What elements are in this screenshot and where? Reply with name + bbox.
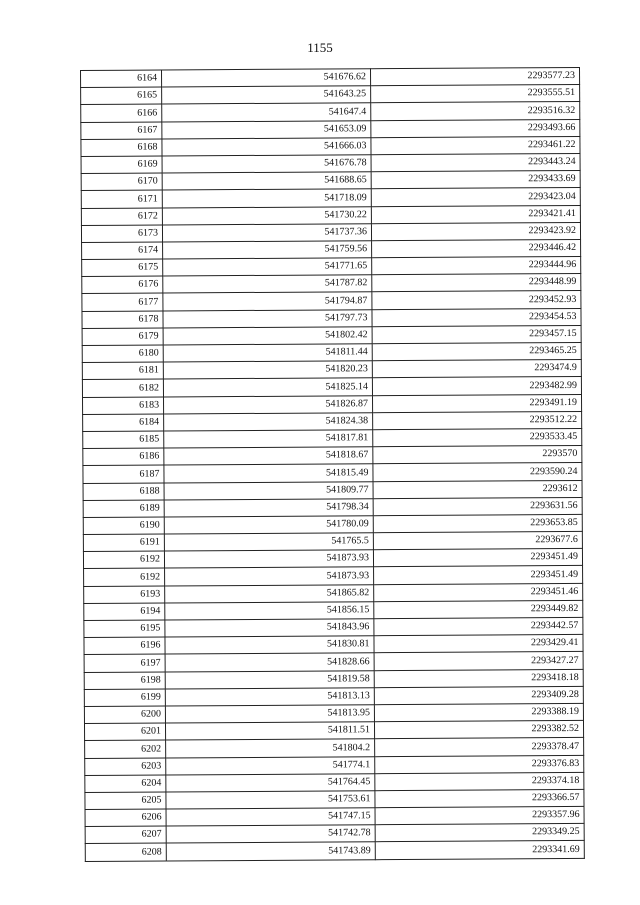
point-id-cell: 6171	[81, 190, 162, 208]
x-coordinate-cell: 541780.09	[164, 516, 373, 534]
x-coordinate-cell: 541794.87	[163, 292, 372, 310]
point-id-cell: 6193	[84, 586, 165, 604]
y-coordinate-cell: 2293448.99	[372, 274, 581, 292]
x-coordinate-cell: 541815.49	[164, 464, 373, 482]
x-coordinate-cell: 541742.78	[166, 825, 375, 843]
point-id-cell: 6177	[82, 293, 163, 311]
x-coordinate-cell: 541826.87	[163, 395, 372, 413]
point-id-cell: 6190	[83, 517, 164, 535]
x-coordinate-cell: 541809.77	[164, 481, 373, 499]
x-coordinate-cell: 541787.82	[163, 275, 372, 293]
y-coordinate-cell: 2293444.96	[372, 257, 581, 275]
x-coordinate-cell: 541653.09	[162, 120, 371, 138]
y-coordinate-cell: 2293461.22	[371, 136, 580, 154]
point-id-cell: 6182	[82, 379, 163, 397]
y-coordinate-cell: 2293418.18	[374, 669, 583, 687]
point-id-cell: 6167	[81, 122, 162, 140]
x-coordinate-cell: 541873.93	[164, 550, 373, 568]
point-id-cell: 6208	[85, 843, 166, 861]
x-coordinate-cell: 541820.23	[163, 361, 372, 379]
y-coordinate-cell: 2293374.18	[375, 772, 584, 790]
x-coordinate-cell: 541730.22	[162, 206, 371, 224]
x-coordinate-cell: 541813.95	[165, 705, 374, 723]
x-coordinate-cell: 541824.38	[164, 412, 373, 430]
point-id-cell: 6196	[84, 637, 165, 655]
y-coordinate-cell: 2293388.19	[374, 703, 583, 721]
y-coordinate-cell: 2293378.47	[375, 738, 584, 756]
point-id-cell: 6186	[83, 448, 164, 466]
point-id-cell: 6169	[81, 156, 162, 174]
y-coordinate-cell: 2293454.53	[372, 308, 581, 326]
y-coordinate-cell: 2293376.83	[375, 755, 584, 773]
point-id-cell: 6199	[84, 689, 165, 707]
x-coordinate-cell: 541676.78	[162, 155, 371, 173]
y-coordinate-cell: 2293451.49	[373, 549, 582, 567]
x-coordinate-cell: 541873.93	[165, 567, 374, 585]
x-coordinate-cell: 541753.61	[166, 791, 375, 809]
y-coordinate-cell: 2293427.27	[374, 652, 583, 670]
point-id-cell: 6180	[82, 345, 163, 363]
point-id-cell: 6191	[83, 534, 164, 552]
y-coordinate-cell: 2293590.24	[373, 463, 582, 481]
coordinates-table-body	[81, 67, 585, 861]
table-row	[85, 841, 584, 861]
y-coordinate-cell: 2293516.32	[371, 102, 580, 120]
x-coordinate-cell: 541811.51	[165, 722, 374, 740]
point-id-cell: 6189	[83, 500, 164, 518]
x-coordinate-cell: 541811.44	[163, 344, 372, 362]
x-coordinate-cell: 541759.56	[163, 241, 372, 259]
y-coordinate-cell: 2293357.96	[375, 806, 584, 824]
point-id-cell: 6179	[82, 328, 163, 346]
y-coordinate-cell: 2293570	[373, 446, 582, 464]
x-coordinate-cell: 541718.09	[162, 189, 371, 207]
point-id-cell: 6200	[84, 706, 165, 724]
point-id-cell: 6183	[82, 397, 163, 415]
y-coordinate-cell: 2293612	[373, 480, 582, 498]
y-coordinate-cell: 2293452.93	[372, 291, 581, 309]
point-id-cell: 6172	[81, 207, 162, 225]
coordinates-sheet	[80, 67, 585, 862]
point-id-cell: 6192	[84, 568, 165, 586]
point-id-cell: 6204	[85, 775, 166, 793]
x-coordinate-cell: 541825.14	[163, 378, 372, 396]
y-coordinate-cell: 2293423.04	[371, 188, 580, 206]
point-id-cell: 6178	[82, 311, 163, 329]
point-id-cell: 6188	[83, 482, 164, 500]
point-id-cell: 6181	[82, 362, 163, 380]
point-id-cell: 6184	[83, 414, 164, 432]
y-coordinate-cell: 2293446.42	[372, 239, 581, 257]
y-coordinate-cell: 2293443.24	[371, 153, 580, 171]
point-id-cell: 6205	[85, 792, 166, 810]
point-id-cell: 6197	[84, 654, 165, 672]
point-id-cell: 6165	[81, 87, 162, 105]
point-id-cell: 6192	[83, 551, 164, 569]
y-coordinate-cell: 2293451.49	[374, 566, 583, 584]
y-coordinate-cell: 2293482.99	[372, 377, 581, 395]
point-id-cell: 6175	[82, 259, 163, 277]
point-id-cell: 6164	[81, 70, 162, 88]
point-id-cell: 6185	[83, 431, 164, 449]
y-coordinate-cell: 2293631.56	[373, 497, 582, 515]
point-id-cell: 6201	[84, 723, 165, 741]
point-id-cell: 6170	[81, 173, 162, 191]
point-id-cell: 6198	[84, 672, 165, 690]
y-coordinate-cell: 2293474.9	[372, 360, 581, 378]
y-coordinate-cell: 2293442.57	[374, 617, 583, 635]
x-coordinate-cell: 541830.81	[165, 636, 374, 654]
x-coordinate-cell: 541774.1	[166, 756, 375, 774]
x-coordinate-cell: 541765.5	[164, 533, 373, 551]
x-coordinate-cell: 541676.62	[162, 69, 371, 87]
page-number: 1155	[307, 40, 333, 55]
x-coordinate-cell: 541802.42	[163, 327, 372, 345]
x-coordinate-cell: 541804.2	[166, 739, 375, 757]
point-id-cell: 6174	[82, 242, 163, 260]
y-coordinate-cell: 2293677.6	[373, 532, 582, 550]
y-coordinate-cell: 2293533.45	[373, 428, 582, 446]
point-id-cell: 6206	[85, 809, 166, 827]
x-coordinate-cell: 541737.36	[162, 223, 371, 241]
point-id-cell: 6202	[85, 740, 166, 758]
x-coordinate-cell: 541747.15	[166, 808, 375, 826]
x-coordinate-cell: 541743.89	[166, 842, 375, 860]
y-coordinate-cell: 2293653.85	[373, 514, 582, 532]
y-coordinate-cell: 2293465.25	[372, 342, 581, 360]
y-coordinate-cell: 2293366.57	[375, 789, 584, 807]
y-coordinate-cell: 2293491.19	[372, 394, 581, 412]
x-coordinate-cell: 541797.73	[163, 309, 372, 327]
point-id-cell: 6187	[83, 465, 164, 483]
y-coordinate-cell: 2293341.69	[375, 841, 584, 859]
y-coordinate-cell: 2293382.52	[374, 721, 583, 739]
point-id-cell: 6195	[84, 620, 165, 638]
x-coordinate-cell: 541798.34	[164, 498, 373, 516]
x-coordinate-cell: 541817.81	[164, 430, 373, 448]
point-id-cell: 6207	[85, 826, 166, 844]
y-coordinate-cell: 2293512.22	[373, 411, 582, 429]
x-coordinate-cell: 541771.65	[163, 258, 372, 276]
y-coordinate-cell: 2293433.69	[371, 171, 580, 189]
x-coordinate-cell: 541647.4	[162, 103, 371, 121]
y-coordinate-cell: 2293451.46	[374, 583, 583, 601]
y-coordinate-cell: 2293349.25	[375, 824, 584, 842]
point-id-cell: 6168	[81, 139, 162, 157]
point-id-cell: 6194	[84, 603, 165, 621]
y-coordinate-cell: 2293423.92	[371, 222, 580, 240]
y-coordinate-cell: 2293457.15	[372, 325, 581, 343]
x-coordinate-cell: 541813.13	[165, 687, 374, 705]
x-coordinate-cell: 541819.58	[165, 670, 374, 688]
x-coordinate-cell: 541843.96	[165, 619, 374, 637]
y-coordinate-cell: 2293555.51	[371, 85, 580, 103]
point-id-cell: 6166	[81, 104, 162, 122]
coordinates-table	[80, 67, 585, 862]
point-id-cell: 6176	[82, 276, 163, 294]
y-coordinate-cell: 2293493.66	[371, 119, 580, 137]
y-coordinate-cell: 2293409.28	[374, 686, 583, 704]
x-coordinate-cell: 541856.15	[165, 602, 374, 620]
x-coordinate-cell: 541828.66	[165, 653, 374, 671]
x-coordinate-cell: 541818.67	[164, 447, 373, 465]
x-coordinate-cell: 541643.25	[162, 86, 371, 104]
x-coordinate-cell: 541666.03	[162, 137, 371, 155]
x-coordinate-cell: 541764.45	[166, 773, 375, 791]
x-coordinate-cell: 541865.82	[165, 584, 374, 602]
y-coordinate-cell: 2293421.41	[371, 205, 580, 223]
y-coordinate-cell: 2293449.82	[374, 600, 583, 618]
x-coordinate-cell: 541688.65	[162, 172, 371, 190]
point-id-cell: 6173	[81, 225, 162, 243]
y-coordinate-cell: 2293577.23	[370, 67, 579, 85]
point-id-cell: 6203	[85, 757, 166, 775]
y-coordinate-cell: 2293429.41	[374, 635, 583, 653]
